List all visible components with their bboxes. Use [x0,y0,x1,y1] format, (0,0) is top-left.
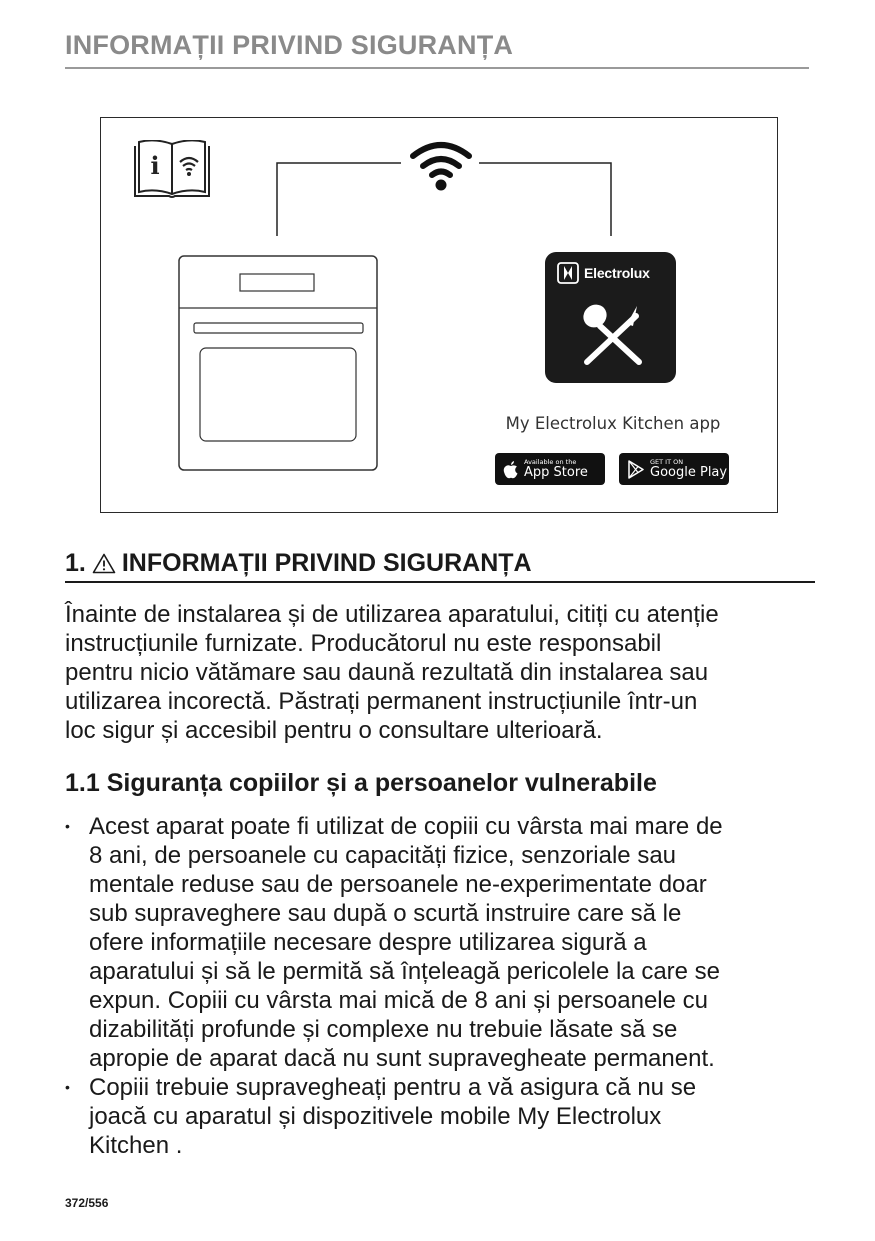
google-play-label: Google Play [650,464,728,480]
section-title-text: INFORMAȚII PRIVIND SIGURANȚA [121,549,532,577]
app-store-small-text: Available on the [524,458,577,467]
list-item [65,812,820,1073]
electrolux-logo-icon [557,262,579,284]
warning-icon [92,553,116,574]
bullet-line: 8 ani, de persoanele cu capacități fizice, senzoriale sau [89,842,677,869]
google-play-badge[interactable] [619,453,729,485]
google-play-small-text: GET IT ON [650,458,684,467]
bullet-line: joacă cu aparatul și dispozitivele mobile My Electrolux [89,1103,662,1130]
bullet-line: Kitchen . [89,1132,183,1159]
app-caption: My Electrolux Kitchen app [505,414,721,433]
bullet-line: mentale reduse sau de persoanele ne-experimentate doar [89,871,707,898]
bullet-line: apropie de aparat dacă nu sunt supravegheate permanent. [89,1045,715,1072]
bullet-line: dizabilități profunde și complexe nu trebuie lăsate să se [89,1016,678,1043]
svg-text:i: i [150,151,160,180]
bullet-marker: • [65,1079,70,1095]
intro-line: pentru nicio vătămare sau daună rezultată din instalarea sau [65,659,709,686]
oven-icon [178,255,378,471]
bullet-line: Acest aparat poate fi utilizat de copiii cu vârsta mai mare de [89,813,723,840]
intro-line: loc sigur și accesibil pentru o consultare ulterioară. [65,717,603,744]
app-store-label: App Store [524,464,588,480]
safety-bullet-list [65,812,820,1160]
section-divider [65,581,815,583]
bullet-line: expun. Copiii cu vârsta mai mică de 8 ani și persoanele cu [89,987,708,1014]
connection-lines [101,118,779,258]
brand-name: Electrolux [584,265,650,281]
electrolux-app-tile [545,252,676,383]
connectivity-figure [100,117,778,513]
electrolux-brand [557,262,650,284]
intro-line: utilizarea incorectă. Păstrați permanent instrucțiunile într-un [65,688,698,715]
bullet-line: ofere informațiile necesare despre utilizarea sigură a [89,929,647,956]
intro-line: Înainte de instalarea și de utilizarea aparatului, citiți cu atenție [65,601,719,628]
section-heading [65,549,532,578]
bullet-line: aparatului și să le permită să înțeleagă pericolele la care se [89,958,721,985]
section-number: 1. [65,549,86,577]
bullet-line: sub supraveghere sau după o scurtă instruire care să le [89,900,682,927]
subsection-heading: 1.1 Siguranța copiilor și a persoanelor vulnerabile [65,769,657,797]
apple-icon [503,460,519,479]
page-header-title: INFORMAȚII PRIVIND SIGURANȚA [65,30,514,60]
page-number: 372/556 [65,1196,109,1210]
bullet-line: Copiii trebuie supravegheați pentru a vă asigura că nu se [89,1074,697,1101]
intro-paragraph [65,600,820,745]
app-store-badge[interactable] [495,453,605,485]
utensils-icon [581,302,643,366]
play-icon [627,460,645,479]
list-item [65,1073,820,1160]
header-divider [65,67,809,69]
intro-line: instrucțiunile furnizate. Producătorul nu este responsabil [65,630,662,657]
bullet-marker: • [65,818,70,834]
